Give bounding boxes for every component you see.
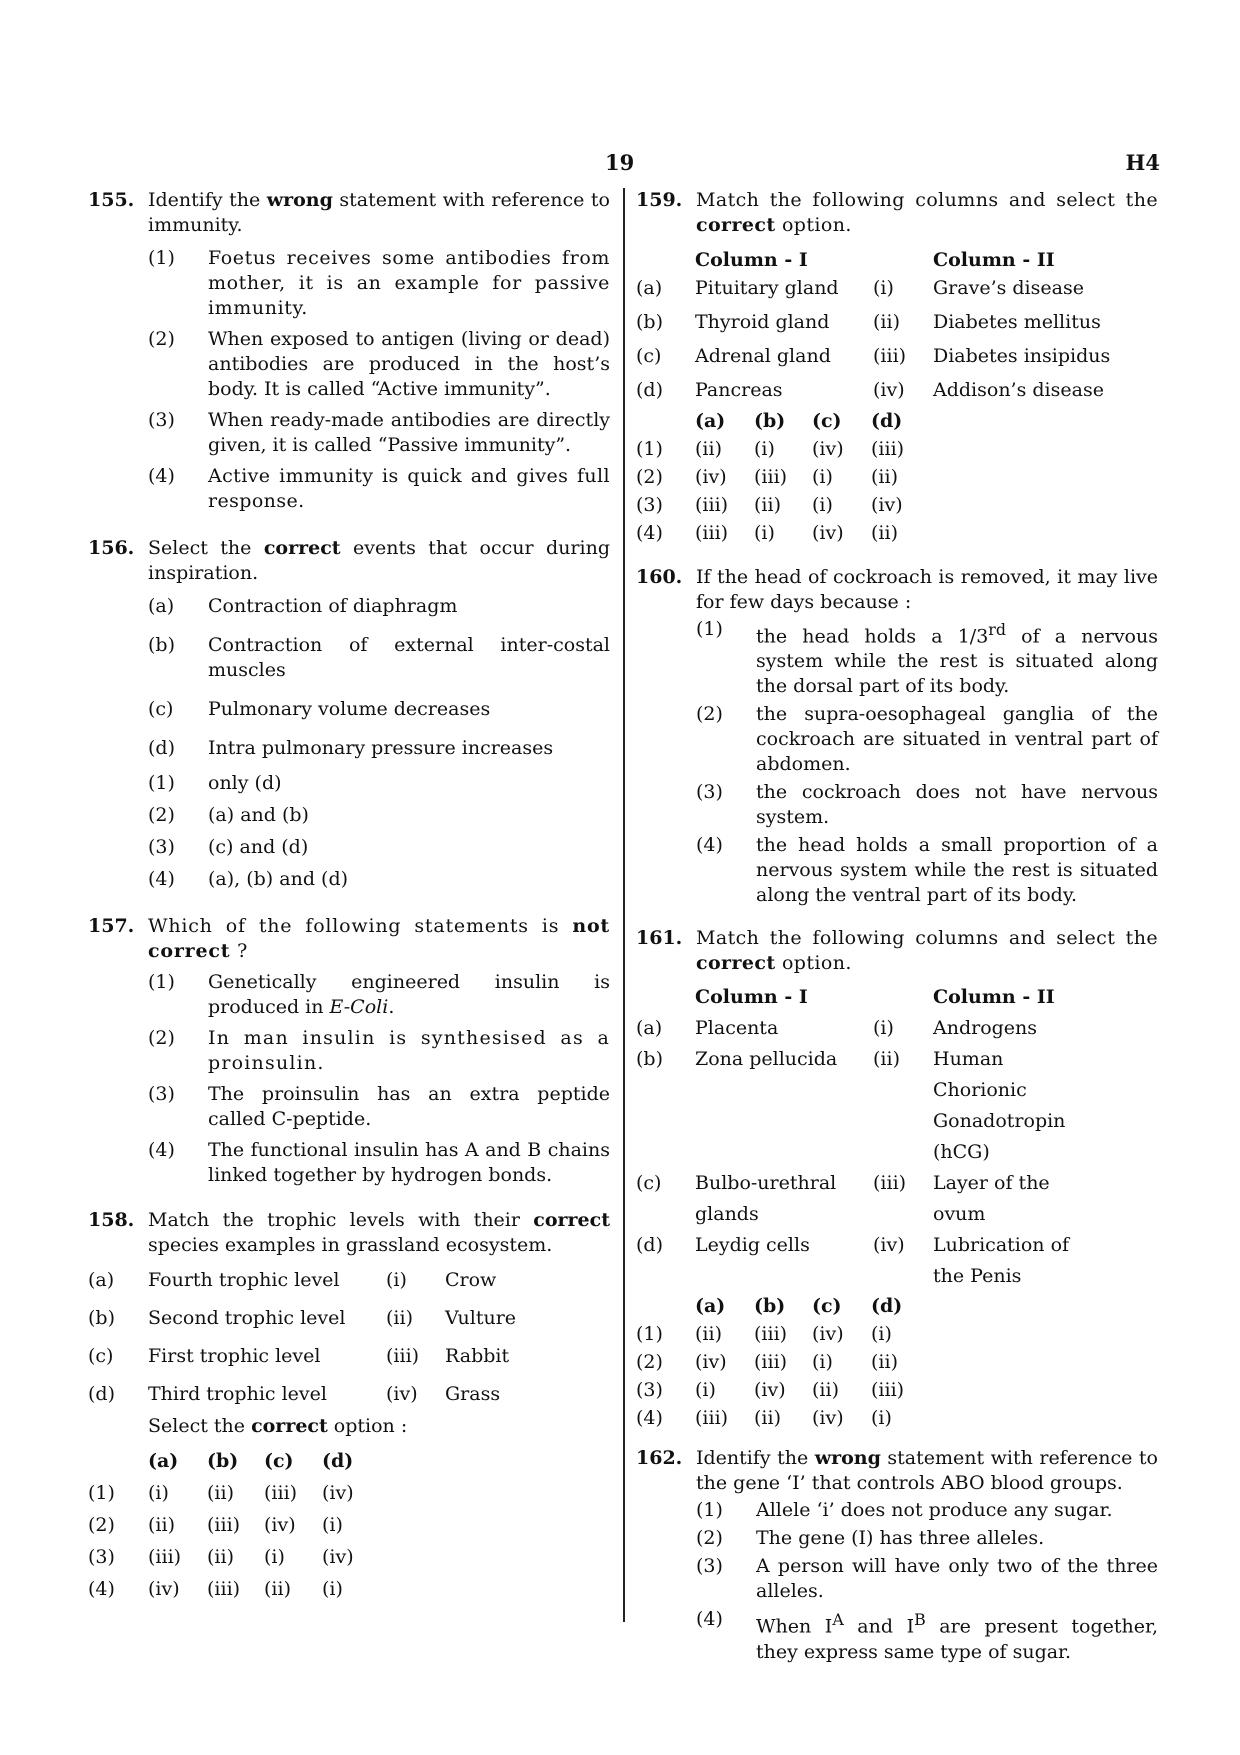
- option-4: (4) Active immunity is quick and gives full response.: [148, 465, 610, 512]
- option-1: (1) Foetus receives some antibodies from mother, it is an example for passive immunity.: [148, 247, 610, 319]
- question-162: [636, 1446, 1158, 1664]
- question-number: 161.: [636, 927, 683, 950]
- question-stem: Which of the following statements is not correct ?: [148, 915, 610, 962]
- question-number: 162.: [636, 1447, 683, 1470]
- question-158: [88, 1208, 610, 1605]
- option-4: (4) The functional insulin has A and B chains linked together by hydrogen bonds.: [148, 1139, 610, 1186]
- page-number: 19: [605, 150, 635, 175]
- question-stem: Match the trophic levels with their correct species examples in grassland ecosystem.: [148, 1209, 610, 1256]
- left-column: [88, 188, 610, 1605]
- question-stem: Identify the wrong statement with reference to the gene ‘I’ that controls ABO blood groups.: [696, 1447, 1158, 1495]
- question-stem: Select the correct events that occur during inspiration.: [148, 537, 610, 584]
- question-160: [636, 565, 1158, 908]
- option-1: (1) only (d): [148, 772, 282, 794]
- question-157: [88, 914, 610, 1188]
- option-1: (1) Genetically engineered insulin is produced in E-Coli.: [148, 971, 610, 1018]
- option-2: (2) the supra-oesophageal ganglia of the cockroach are situated in ventral part of abdomen.: [696, 703, 1158, 776]
- answer-option-4: (4) (iv) (iii) (ii) (i): [88, 1577, 343, 1600]
- option-1: (1) Allele ‘i’ does not produce any sugar.: [696, 1499, 1113, 1522]
- question-stem: Identify the wrong statement with reference to immunity.: [148, 189, 610, 236]
- question-156: [88, 536, 610, 892]
- question-stem: Match the following columns and select the correct option.: [696, 189, 1158, 236]
- option-3: (3) When ready-made antibodies are directly given, it is called “Passive immunity”.: [148, 409, 610, 456]
- answer-option-1: (1) (i) (ii) (iii) (iv): [88, 1481, 354, 1504]
- right-column: [636, 188, 1158, 1671]
- question-stem: Match the following columns and select the correct option.: [696, 927, 1158, 975]
- answer-table: (a) (b) (c) (d) (1) (ii) (i) (iv) (iii) (2) (iv) (iii) (i) (ii) (3) (iii) (ii) (i) (iv) (4) (iii) (i) (iv) (ii): [636, 410, 905, 544]
- option-1: (1) the head holds a 1/3rd of a nervous system while the rest is situated along the dorsal part of its body.: [696, 618, 1158, 698]
- select-correct-option: Select the correct option :: [148, 1415, 408, 1437]
- question-number: 160.: [636, 566, 683, 588]
- option-3: (3) The proinsulin has an extra peptide called C-peptide.: [148, 1083, 610, 1130]
- item-a: (a) Contraction of diaphragm: [148, 595, 458, 617]
- answer-table: (a) (b) (c) (d) (1) (ii) (iii) (iv) (i) (2) (iv) (iii) (i) (ii) (3) (i) (iv) (ii) (iii) (4) (iii) (ii) (iv) (i): [636, 1294, 905, 1429]
- option-3: (3) the cockroach does not have nervous system.: [696, 781, 1158, 829]
- question-stem: If the head of cockroach is removed, it may live for few days because :: [696, 566, 1158, 613]
- option-2: (2) When exposed to antigen (living or dead) antibodies are produced in the host’s body. It is called “Active immunity”.: [148, 328, 610, 400]
- question-161: [636, 926, 1158, 1432]
- column-divider: [623, 188, 625, 1622]
- question-number: 156.: [88, 537, 135, 559]
- option-4: (4) the head holds a small proportion of a nervous system while the rest is situated along the ventral part of its body.: [696, 834, 1158, 907]
- answer-table: (a) (b) (c) (d) (1) (i) (ii) (iii) (iv) (2) (ii) (iii) (iv) (i) (3) (iii) (ii) (i) (iv) (4) (iv) (iii) (ii) (i): [88, 1445, 354, 1605]
- option-2: (2) The gene (I) has three alleles.: [696, 1527, 1045, 1550]
- question-number: 158.: [88, 1209, 135, 1231]
- match-table: Column - I Column - II (a) Placenta (i) Androgens (b) Zona pellucida (ii) Human Chorionic Gonadotropin (hCG) (c) Bulbo-urethral glands (iii) Layer of the ovum (d) Leydig cells (iv) Lubrication of the Penis: [636, 986, 1070, 1288]
- question-number: 155.: [88, 189, 135, 211]
- match-table: Column - I Column - II (a) Pituitary gland (i) Grave’s disease (b) Thyroid gland (ii) Diabetes mellitus (c) Adrenal gland (iii) Diabetes insipidus (d) Pancreas (iv) Addison’s disease: [636, 248, 1111, 401]
- option-2: (2) In man insulin is synthesised as a proinsulin.: [148, 1027, 610, 1074]
- item-b: (b) Contraction of external inter-costal muscles: [148, 634, 610, 681]
- answer-option-3: (3) (iii) (ii) (i) (iv): [88, 1545, 354, 1568]
- option-4: (4) When $I^A$ and $I^B$ are present together, they express same type of sugar.: [696, 1608, 1159, 1663]
- item-c: (c) Pulmonary volume decreases: [148, 698, 491, 720]
- match-table: (a) Fourth trophic level (i) Crow (b) Second trophic level (ii) Vulture (c) First trophic level (iii) Rabbit (d) Third trophic level (iv) Grass: [88, 1269, 517, 1405]
- answer-option-2: (2) (ii) (iii) (iv) (i): [88, 1513, 343, 1536]
- option-3: (3) (c) and (d): [148, 836, 309, 858]
- question-number: 159.: [636, 189, 683, 211]
- question-155: [88, 188, 610, 514]
- paper-code: H4: [1125, 150, 1160, 175]
- option-3: (3) A person will have only two of the three alleles.: [696, 1555, 1158, 1603]
- question-159: [636, 188, 1158, 547]
- item-d: (d) Intra pulmonary pressure increases: [148, 737, 554, 759]
- question-number: 157.: [88, 915, 135, 937]
- option-2: (2) (a) and (b): [148, 804, 309, 826]
- option-4: (4) (a), (b) and (d): [148, 868, 349, 890]
